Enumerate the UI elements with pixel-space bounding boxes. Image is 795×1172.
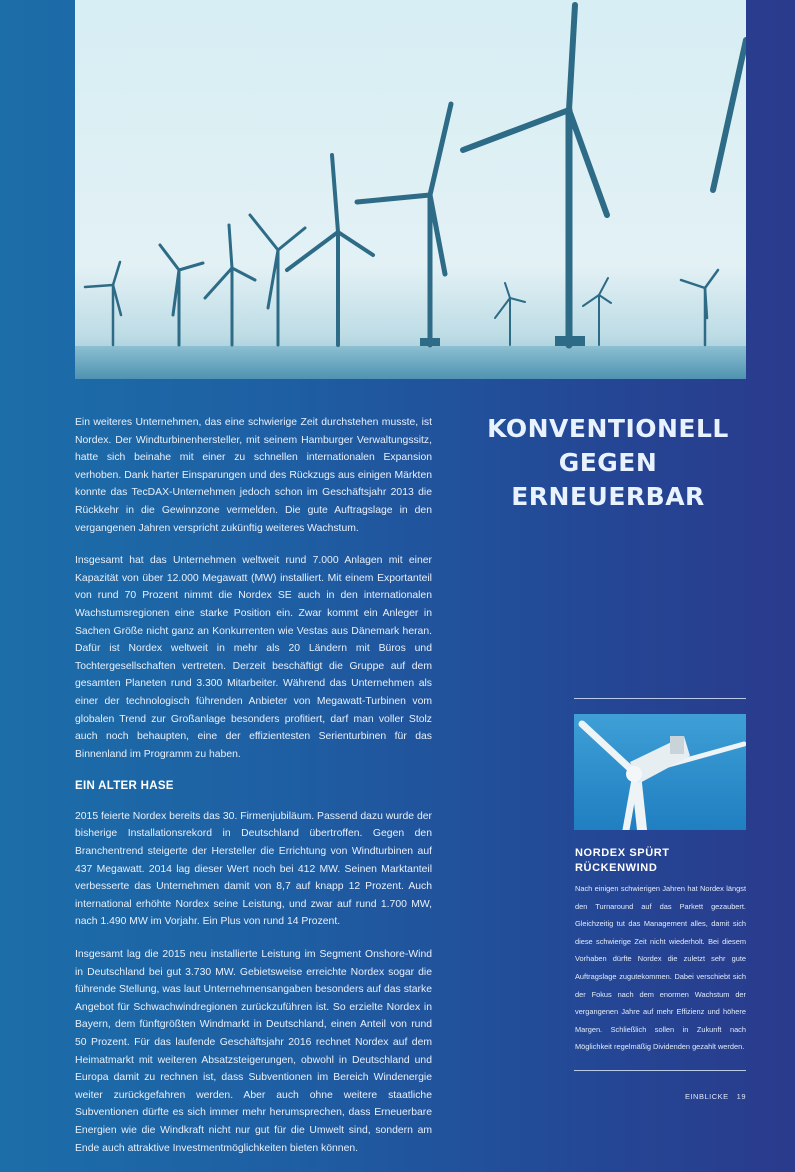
headline-line: KONVENTIONELL [487,414,729,443]
headline-line: GEGEN [558,448,658,477]
hero-photo [75,0,746,379]
article-paragraph: Insgesamt lag die 2015 neu installierte Leistung im Segment Onshore-Wind in Deutschland bei gut 3.730 MW. Gebietsweise erreichte Nordex sogar die führende Stellung, was laut Unternehmensangaben besonders auf das starke Angebot für Schwachwindregionen zurückzuführen ist. So erzielte Nordex in Bayern, dem fünftgrößten Windmarkt in Deutschland, einen Anteil von rund 50 Prozent. Für das laufende Geschäftsjahr 2016 rechnet Nordex auf dem Heimatmarkt mit weiteren Absatzsteigerungen, obwohl in Deutschland und Europa damit zu rechnen ist, dass Subventionen im Bereich Windenergie weiter zurückgefahren werden. Aber auch ohne weitere staatliche Subventionen dürfte es sich immer mehr herumsprechen, dass Erneuerbare Energien wie die Windkraft nicht nur gut für die Umwelt sind, sondern am Ende auch attraktive Investmentmöglichkeiten bieten können. [75,949,432,1154]
turbine-nacelle-image [574,714,746,830]
article-subheading: EIN ALTER HASE [75,780,174,793]
headline-line: ERNEUERBAR [511,482,705,511]
sidebar-title [575,846,747,876]
sidebar-photo [574,714,746,830]
article-body [75,414,432,1172]
page-number: 19 [736,1092,746,1101]
page-headline [470,412,746,514]
sidebar-title-line: NORDEX SPÜRT [575,847,670,859]
article-paragraph: Insgesamt hat das Unternehmen weltweit rund 7.000 Anlagen mit einer Kapazität von über 12.000 Megawatt (MW) installiert. Mit einem Exportanteil von rund 70 Prozent nimmt die Nordex SE auch in den internationalen Wachstumsregionen eine starke Position ein. Zwar kommt ein Anleger in Sachen Größe nicht ganz an Konkurrenten wie Vestas aus Dänemark heran. Dafür ist Nordex weltweit in mehr als 20 Ländern mit Büros und Tochtergesellschaften vertreten. Derzeit beschäftigt die Gruppe auf dem gesamten Planeten rund 3.300 Mitarbeiter. Während das Unternehmen als einer der technologisch führenden Anbieter von Megawatt-Turbinen vom globalen Trend zur Großanlage besonders profitiert, darf man voller Stolz auch noch behaupten, eine der effizientesten Serienturbinen für das Binnenland im Programm zu haben. [75,555,432,760]
footer-section: EINBLICKE [684,1092,729,1101]
offshore-wind-farm-image [75,0,746,379]
article-paragraph: Ein weiteres Unternehmen, das eine schwierige Zeit durchstehen musste, ist Nordex. Der Windturbinenhersteller, mit seinem Hamburger Verwaltungssitz, hatte sich beinahe mit einer zu schnellen internationalen Expansion verhoben. Dank harter Einsparungen und des Rückzugs aus einigen Märkten konnte das TecDAX-Unternehmen jedoch schon im Geschäftsjahr 2013 die Rückkehr in die Gewinnzone vermelden. Die gute Auftragslage in den vergangenen Jahren verspricht zukünftig weiteres Wachstum. [75,417,432,534]
sidebar-title-line: RÜCKENWIND [575,862,658,874]
sidebar-text: Nach einigen schwierigen Jahren hat Nordex längst den Turnaround auf das Parkett gezaubert. Gleichzeitig tut das Management alles, damit sich diese schwierige Zeit nicht wiederholt. Bei diesem Vorhaben dürfte Nordex die zuletzt sehr gute Auftragslage zugutekommen. Dabei verschiebt sich der Fokus nach dem enormen Wachstum der vergangenen Jahre auf mehr Effizienz und höhere Margen. Schließlich sollen in Zukunft nach Möglichkeit regelmäßig Dividenden gezahlt werden. [575,884,746,1052]
page-footer [685,1092,746,1101]
article-paragraph: 2015 feierte Nordex bereits das 30. Firmenjubiläum. Passend dazu wurde der bisherige Installationsrekord in Deutschland übertroffen. Gegen den Branchentrend steigerte der Hersteller die Errichtung von Windturbinen auf 437 Megawatt. 2014 lag dieser Wert noch bei 412 MW. Seinen Marktanteil verbesserte das Unternehmen damit von 8,7 auf knapp 12 Prozent. Auch international erhöhte Nordex seine Leistung, und zwar auf rund 1.700 MW, nach 1.490 MW im Vorjahr. Ein Plus von rund 14 Prozent. [75,810,432,928]
sidebar-divider-bottom [574,1070,746,1071]
sidebar-divider-top [574,698,746,699]
